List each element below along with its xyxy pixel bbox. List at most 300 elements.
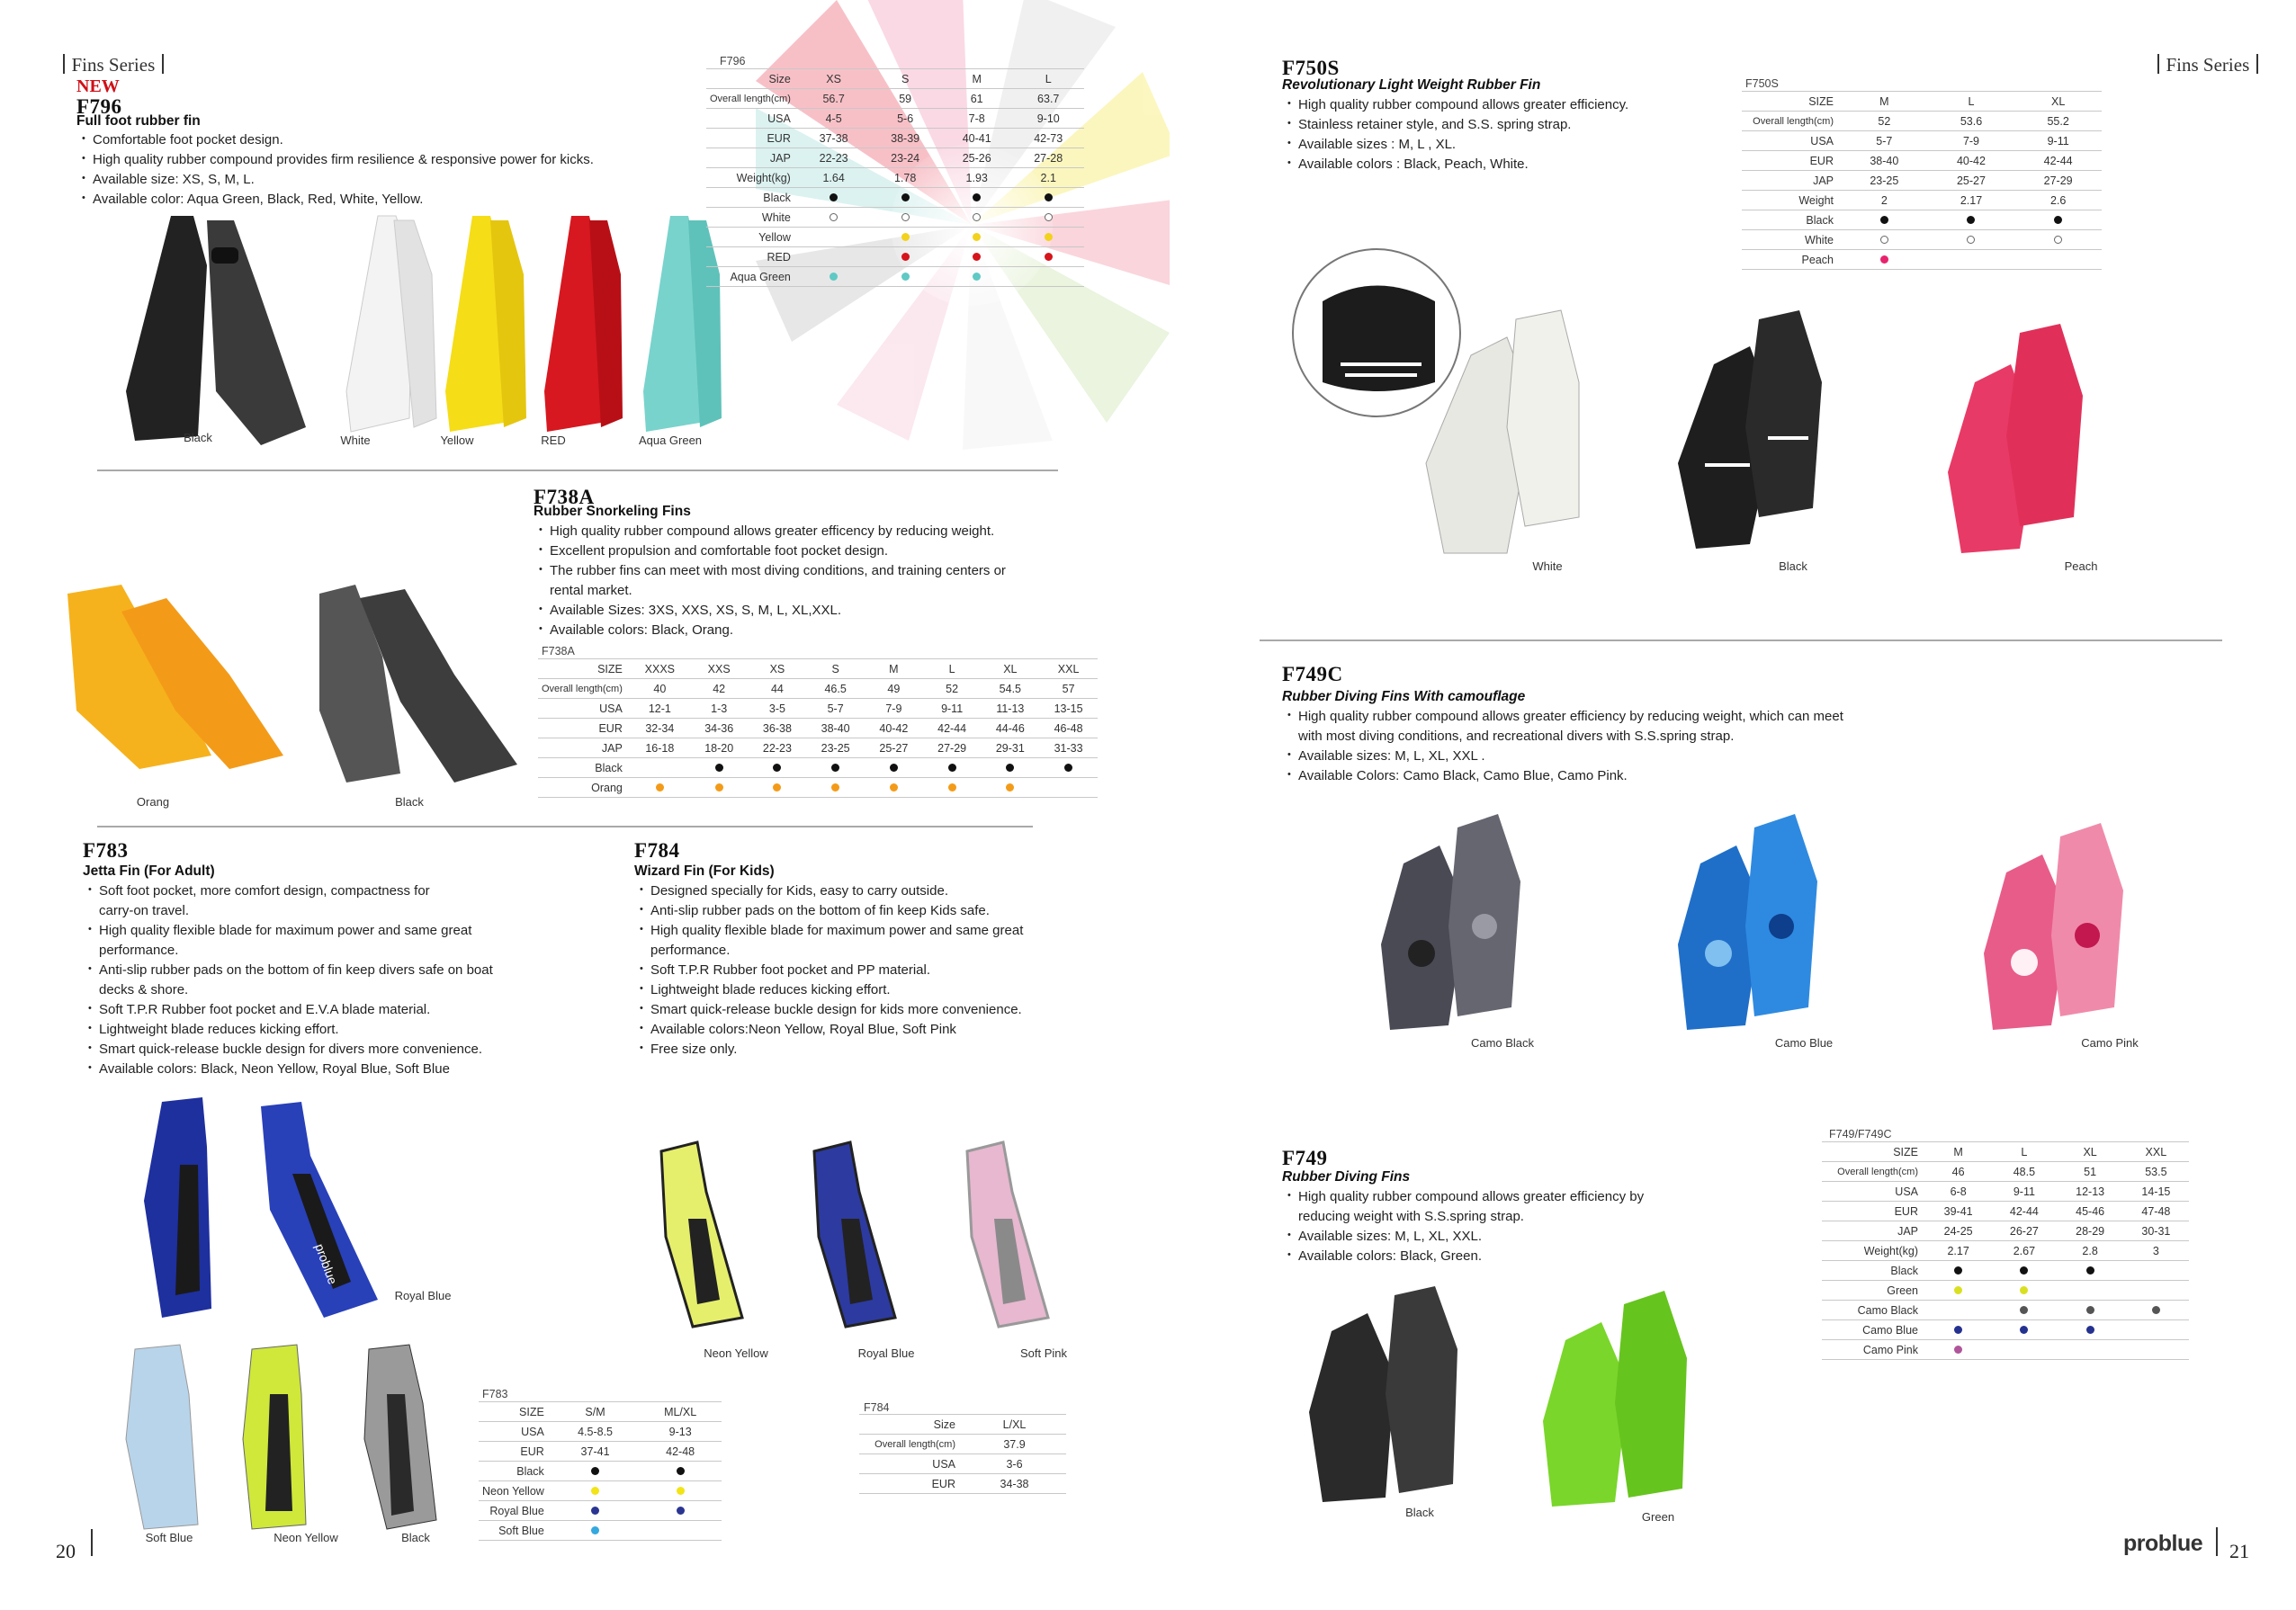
color-dot [901,233,910,241]
divider [1260,640,2222,641]
feature-item: • Comfortable foot pocket design. [76,130,706,150]
table-row [538,738,1098,758]
table-cell: 37.9 [963,1435,1066,1454]
table-cell: 39-41 [1925,1202,1991,1221]
table-cell: 2.17 [1928,191,2015,210]
table-cell [1925,1281,1991,1301]
color-dot [1045,233,1053,241]
table-header-cell: XXXS [630,659,690,679]
table-cell: 6-8 [1925,1182,1991,1202]
color-dot [948,783,956,792]
feature-item: • Soft T.P.R Rubber foot pocket and E.V.A blade material. [83,1000,533,1020]
table-cell: 2.6 [2014,191,2102,210]
table-cell: 2 [1841,191,1928,210]
table-cell [552,1481,639,1501]
table-cell: 1.93 [941,168,1013,188]
table-cell [941,267,1013,287]
color-dot [831,764,839,772]
table-cell: 42 [690,679,749,699]
table-header-cell: SIZE [1742,92,1841,112]
table-cell [941,247,1013,267]
color-dot [677,1467,685,1475]
table-row-label: RED [706,247,798,267]
feature-item: • Anti-slip rubber pads on the bottom of fin keep divers safe on boat decks & shore. [83,961,524,1000]
table-header-cell: XS [749,659,807,679]
color-availability-row [1822,1261,2189,1281]
color-availability-row [479,1462,722,1481]
table-cell [1012,228,1084,247]
table-cell [690,778,749,798]
caption-white: White [340,434,371,447]
caption-black: Black [395,795,424,809]
table-row [1742,112,2102,131]
color-dot [901,193,910,201]
table-cell: 5-7 [1841,131,1928,151]
table-header-row [1822,1142,2189,1162]
color-dot [830,213,838,221]
table-cell [941,228,1013,247]
table-cell: 23-25 [1841,171,1928,191]
table-cell [941,188,1013,208]
table-header-cell: ML/XL [639,1402,722,1422]
color-dot [1954,1286,1962,1294]
table-row-label: Overall length(cm) [706,89,798,109]
table-cell: 38-40 [1841,151,1928,171]
table-cell: 34-38 [963,1474,1066,1494]
feature-item: • Available sizes: M, L, XL, XXL. [1282,1227,1678,1247]
table-cell [865,778,923,798]
color-dot [831,783,839,792]
color-dot [1064,764,1072,772]
table-cell: 1.64 [798,168,870,188]
table-cell [1991,1281,2057,1301]
table-cell: 42-73 [1012,129,1084,148]
color-dot [715,783,723,792]
table-cell [630,778,690,798]
color-dot [890,783,898,792]
table-cell: 3-6 [963,1454,1066,1474]
table-caption-f783: F783 [482,1388,508,1400]
table-row-label: USA [1742,131,1841,151]
table-row [859,1435,1066,1454]
caption-soft-blue: Soft Blue [145,1531,193,1544]
color-dot [656,783,664,792]
fin-image-soft-pink [967,1142,1048,1327]
table-row-label: EUR [479,1442,552,1462]
f784-fin-images [643,1138,1093,1336]
table-cell: 59 [869,89,941,109]
fin-image-green-pair [1543,1291,1687,1507]
table-cell [690,758,749,778]
fin-image-peach-pair [1948,324,2083,553]
table-cell: 27-28 [1012,148,1084,168]
table-cell [2123,1320,2189,1340]
f749-fin-images [1305,1277,1736,1511]
feature-list-f796 [76,130,706,210]
table-header-cell: XXL [1039,659,1098,679]
caption-red: RED [541,434,566,447]
table-row-label: JAP [1742,171,1841,191]
color-availability-row [538,778,1098,798]
color-dot [901,213,910,221]
page-number-left: 20 [56,1540,76,1562]
color-availability-row [706,188,1084,208]
table-cell [1012,247,1084,267]
color-dot [1880,216,1888,224]
color-dot [2020,1306,2028,1314]
feature-item: • Soft T.P.R Rubber foot pocket and PP material. [634,961,1066,980]
color-availability-row [1822,1281,2189,1301]
caption-black: Black [1779,559,1807,573]
color-dot [2020,1326,2028,1334]
color-dot [973,233,981,241]
table-cell: 9-11 [2014,131,2102,151]
table-cell [869,208,941,228]
table-cell [2058,1261,2123,1281]
feature-item: • Available sizes : M, L , XL. [1282,135,1705,155]
table-row-label: Black [706,188,798,208]
table-cell: 26-27 [1991,1221,2057,1241]
color-dot [1954,1346,1962,1354]
table-cell: 48.5 [1991,1162,2057,1182]
table-cell [1925,1320,1991,1340]
fin-image-royal-blue [814,1142,895,1327]
table-row-label: Aqua Green [706,267,798,287]
table-cell [1991,1320,2057,1340]
table-row-label: Weight(kg) [706,168,798,188]
table-cell: 9-11 [923,699,982,719]
table-cell [639,1462,722,1481]
f783-other-color-images [117,1340,441,1547]
table-header-cell: Size [859,1415,963,1435]
color-availability-row [1822,1320,2189,1340]
feature-item: • Smart quick-release buckle design for kids more convenience. [634,1000,1066,1020]
product-code-f783: F783 [83,839,129,862]
table-row-label: Soft Blue [479,1521,552,1541]
table-row [1822,1202,2189,1221]
table-cell: 7-8 [941,109,1013,129]
f796-fin-images [108,211,738,445]
spec-table-f784 [859,1414,1066,1494]
spec-table-f750s [1742,91,2102,270]
page-number-divider [2216,1527,2218,1556]
table-header-cell: SIZE [479,1402,552,1422]
product-code-f750s: F750S [1282,57,1340,79]
table-cell: 63.7 [1012,89,1084,109]
caption-green: Green [1641,1510,1675,1524]
fin-image-red [544,216,623,432]
table-cell [869,228,941,247]
table-cell [1841,210,1928,230]
table-cell [798,267,870,287]
color-dot [948,764,956,772]
caption-black: Black [184,431,212,444]
table-cell [981,778,1039,798]
feature-item: • Available colors: Black, Green. [1282,1247,1678,1266]
color-availability-row [706,247,1084,267]
page-number-divider [91,1529,93,1556]
table-cell: 7-9 [865,699,923,719]
table-cell [869,188,941,208]
table-cell: 27-29 [923,738,982,758]
feature-item: • Available sizes: M, L, XL, XXL . [1282,747,1867,766]
table-cell: 5-7 [806,699,865,719]
color-dot [1967,236,1975,244]
table-cell [2123,1340,2189,1360]
table-cell: 3-5 [749,699,807,719]
table-header-cell: M [941,69,1013,89]
table-cell: 42-48 [639,1442,722,1462]
product-code-f784: F784 [634,839,680,862]
table-cell: 42-44 [1991,1202,2057,1221]
feature-item: • High quality rubber compound allows greater efficiency. [1282,95,1705,115]
series-header-left [56,54,171,76]
table-cell [552,1462,639,1481]
feature-item: • Soft foot pocket, more comfort design, compactness for carry-on travel. [83,881,461,921]
table-cell: 23-25 [806,738,865,758]
table-header-cell: L [1991,1142,2057,1162]
table-cell [869,267,941,287]
table-cell [1012,267,1084,287]
color-dot [901,273,910,281]
feature-item: • Available colors: Black, Orang. [534,621,1037,640]
table-cell: 57 [1039,679,1098,699]
table-row-label: Camo Pink [1822,1340,1925,1360]
table-row [538,699,1098,719]
caption-camo-black: Camo Black [1470,1036,1535,1050]
table-row-label: JAP [1822,1221,1925,1241]
color-dot [2086,1266,2094,1275]
product-code-f749: F749 [1282,1147,1328,1169]
product-subtitle-f796: Full foot rubber fin [76,113,201,129]
color-dot [715,764,723,772]
table-row-label: Green [1822,1281,1925,1301]
page-number-right: 21 [2229,1540,2249,1562]
spec-table-f796 [706,68,1084,287]
table-cell: 27-29 [2014,171,2102,191]
product-subtitle-f749c: Rubber Diving Fins With camouflage [1282,689,1526,704]
table-cell [1925,1340,1991,1360]
table-row-label: EUR [1822,1202,1925,1221]
color-dot [677,1507,685,1515]
color-dot [2054,216,2062,224]
table-cell [1991,1301,2057,1320]
table-cell: 54.5 [981,679,1039,699]
table-row [1822,1241,2189,1261]
color-dot [1045,213,1053,221]
table-row-label: Royal Blue [479,1501,552,1521]
table-cell: 24-25 [1925,1221,1991,1241]
table-cell: 2.8 [2058,1241,2123,1261]
table-cell [552,1501,639,1521]
table-header-cell: XXS [690,659,749,679]
series-label: Fins Series [2166,54,2250,76]
product-subtitle-f749: Rubber Diving Fins [1282,1169,1411,1185]
spec-table-f738a [538,658,1098,798]
product-subtitle-f750s: Revolutionary Light Weight Rubber Fin [1282,77,1541,93]
color-dot [1954,1326,1962,1334]
table-header-cell: SIZE [1822,1142,1925,1162]
table-row-label: White [706,208,798,228]
table-header-row [479,1402,722,1422]
table-row-label: EUR [706,129,798,148]
table-cell: 12-1 [630,699,690,719]
table-cell: 9-11 [1991,1182,2057,1202]
fin-image-neon-yellow [661,1142,742,1327]
brand-logo: problue [2123,1531,2203,1556]
table-row [479,1422,722,1442]
fin-image-black-pair [1678,310,1822,549]
table-row-label: Overall length(cm) [1742,112,1841,131]
table-row-label: Peach [1742,250,1841,270]
feature-item: • Available colors:Neon Yellow, Royal Blue, Soft Pink [634,1020,1066,1040]
divider [97,826,1033,827]
color-dot [1045,253,1053,261]
table-cell: 37-38 [798,129,870,148]
table-row-label: EUR [538,719,630,738]
table-row-label: JAP [538,738,630,758]
table-cell: 52 [923,679,982,699]
table-row-label: White [1742,230,1841,250]
table-cell: 34-36 [690,719,749,738]
feature-item: • High quality flexible blade for maximum power and same great performance. [634,921,1066,961]
table-row-label: USA [1822,1182,1925,1202]
table-row [859,1474,1066,1494]
table-header-cell: L [1012,69,1084,89]
color-dot [1967,216,1975,224]
table-cell: 46.5 [806,679,865,699]
table-header-cell: M [1925,1142,1991,1162]
color-availability-row [479,1501,722,1521]
product-subtitle-f784: Wizard Fin (For Kids) [634,863,775,879]
color-dot [1006,783,1014,792]
table-row-label: Camo Black [1822,1301,1925,1320]
table-header-row [706,69,1084,89]
brand-on-fin: problue [312,1241,341,1286]
table-header-cell: L [923,659,982,679]
table-cell: 25-27 [1928,171,2015,191]
caption-soft-pink: Soft Pink [1019,1346,1068,1360]
table-header-cell: S/M [552,1402,639,1422]
color-dot [973,213,981,221]
color-dot [773,764,781,772]
table-cell: 23-24 [869,148,941,168]
table-cell [2123,1301,2189,1320]
table-cell: 40-41 [941,129,1013,148]
table-cell: 42-44 [923,719,982,738]
color-dot [973,193,981,201]
fin-image-orange-pair [67,585,283,769]
table-cell [552,1521,639,1541]
table-row-label: Weight [1742,191,1841,210]
table-row-label: Weight(kg) [1822,1241,1925,1261]
caption-black: Black [401,1531,430,1544]
table-cell: 56.7 [798,89,870,109]
table-cell [869,247,941,267]
table-cell [2058,1301,2123,1320]
table-row [1822,1221,2189,1241]
color-dot [2020,1286,2028,1294]
fin-image-camo-blue-pair [1678,814,1817,1030]
color-dot [2054,236,2062,244]
table-header-cell: SIZE [538,659,630,679]
product-code-f738a: F738A [534,486,595,508]
table-cell [981,758,1039,778]
caption-royal-blue: Royal Blue [857,1346,915,1360]
table-cell [2058,1320,2123,1340]
table-row-label: Neon Yellow [479,1481,552,1501]
color-dot [1045,193,1053,201]
table-row [706,148,1084,168]
feature-item: • Available size: XS, S, M, L. [76,170,706,190]
table-cell: 42-44 [2014,151,2102,171]
caption-camo-pink: Camo Pink [2081,1036,2139,1050]
table-header-row [1742,92,2102,112]
feature-item: • High quality rubber compound allows greater efficiency by reducing weight with S.S.spring strap. [1282,1187,1678,1227]
color-dot [830,273,838,281]
table-cell: 4.5-8.5 [552,1422,639,1442]
table-row-label: Black [1822,1261,1925,1281]
color-dot [1880,236,1888,244]
table-cell [1039,758,1098,778]
caption-white: White [1532,559,1563,573]
color-dot [901,253,910,261]
caption-camo-blue: Camo Blue [1774,1036,1834,1050]
table-cell: 37-41 [552,1442,639,1462]
table-cell: 55.2 [2014,112,2102,131]
new-tag: NEW [76,76,120,96]
table-header-cell: XXL [2123,1142,2189,1162]
table-row-label: Yellow [706,228,798,247]
table-cell: 1.78 [869,168,941,188]
table-cell [798,247,870,267]
table-cell: 29-31 [981,738,1039,758]
table-cell [639,1501,722,1521]
table-cell [806,758,865,778]
table-row-label: Camo Blue [1822,1320,1925,1340]
caption-black: Black [1405,1506,1434,1519]
table-row [538,719,1098,738]
table-cell: 16-18 [630,738,690,758]
color-dot [1954,1266,1962,1275]
table-row-label: USA [538,699,630,719]
table-cell [1039,778,1098,798]
table-cell: 44 [749,679,807,699]
table-header-cell: M [1841,92,1928,112]
color-dot [973,253,981,261]
product-code-f796: F796 [76,95,122,118]
product-subtitle-f738a: Rubber Snorkeling Fins [534,504,691,519]
feature-item: • Smart quick-release buckle design for divers more convenience. [83,1040,533,1060]
table-cell: 53.6 [1928,112,2015,131]
color-dot [2086,1306,2094,1314]
color-availability-row [706,208,1084,228]
feature-list-f738a [534,522,1037,640]
color-dot [890,764,898,772]
table-cell [639,1481,722,1501]
spec-table-f783 [479,1401,722,1541]
feature-item: • Lightweight blade reduces kicking effort. [83,1020,533,1040]
table-cell [806,778,865,798]
color-availability-row [479,1521,722,1541]
table-header-cell: M [865,659,923,679]
table-row-label: Black [538,758,630,778]
color-dot [1006,764,1014,772]
color-availability-row [538,758,1098,778]
table-cell: 32-34 [630,719,690,738]
table-cell [1925,1301,1991,1320]
table-caption-f796: F796 [720,55,746,67]
